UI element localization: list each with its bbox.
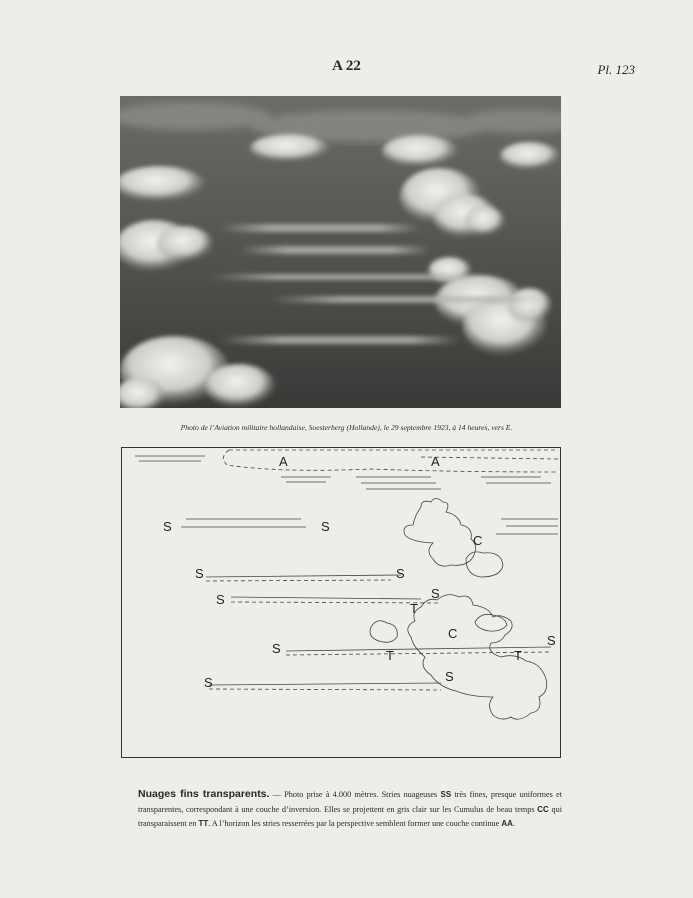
plate-description (138, 787, 562, 832)
photo-caption: Photo de l’Aviation militaire hollandaise, Soesterberg (Hollande), le 29 septembre 1923, à 14 heures, vers E. (180, 423, 513, 432)
label-t-3: T (514, 648, 522, 663)
description-tt: TT (198, 819, 209, 828)
description-text-2: très fines, presque uniformes et transparentes, correspondant à une couche d’inversion. Elles se projettent en gris clair sur les Cumulus de beau temps (138, 790, 562, 814)
label-s-6: S (431, 586, 440, 601)
cloud-photograph (120, 96, 561, 408)
interpretation-diagram (121, 447, 561, 758)
label-s-4: S (396, 566, 405, 581)
description-cc: CC (537, 804, 549, 814)
label-c-2: C (448, 626, 458, 641)
label-s-1: S (163, 519, 172, 534)
label-a-right: A (431, 454, 440, 469)
label-c-1: C (473, 533, 483, 548)
description-aa: AA (501, 819, 513, 828)
description-text-5: . (512, 819, 515, 828)
label-t-2: T (386, 648, 394, 663)
label-s-10: S (445, 669, 454, 684)
label-s-9: S (204, 675, 213, 690)
description-title: Nuages fins transparents. (138, 788, 270, 800)
label-s-2: S (321, 519, 330, 534)
description-text-4: . A l’horizon les stries resserrées par la perspective semblent former une couche continue (208, 819, 502, 828)
description-text-1: — Photo prise à 4.000 mètres. Stries nuageuses (269, 790, 441, 799)
plate-number: Pl. 123 (597, 62, 635, 77)
label-s-7: S (272, 641, 281, 656)
description-ss: SS (440, 790, 452, 799)
label-s-5: S (216, 592, 225, 607)
label-s-8: S (547, 633, 556, 648)
label-s-3: S (195, 566, 204, 581)
description-text-3: qui transparaissent en (138, 804, 562, 828)
plate-code: A 22 (332, 58, 361, 74)
label-t-1: T (410, 601, 418, 616)
label-a-left: A (279, 454, 288, 469)
